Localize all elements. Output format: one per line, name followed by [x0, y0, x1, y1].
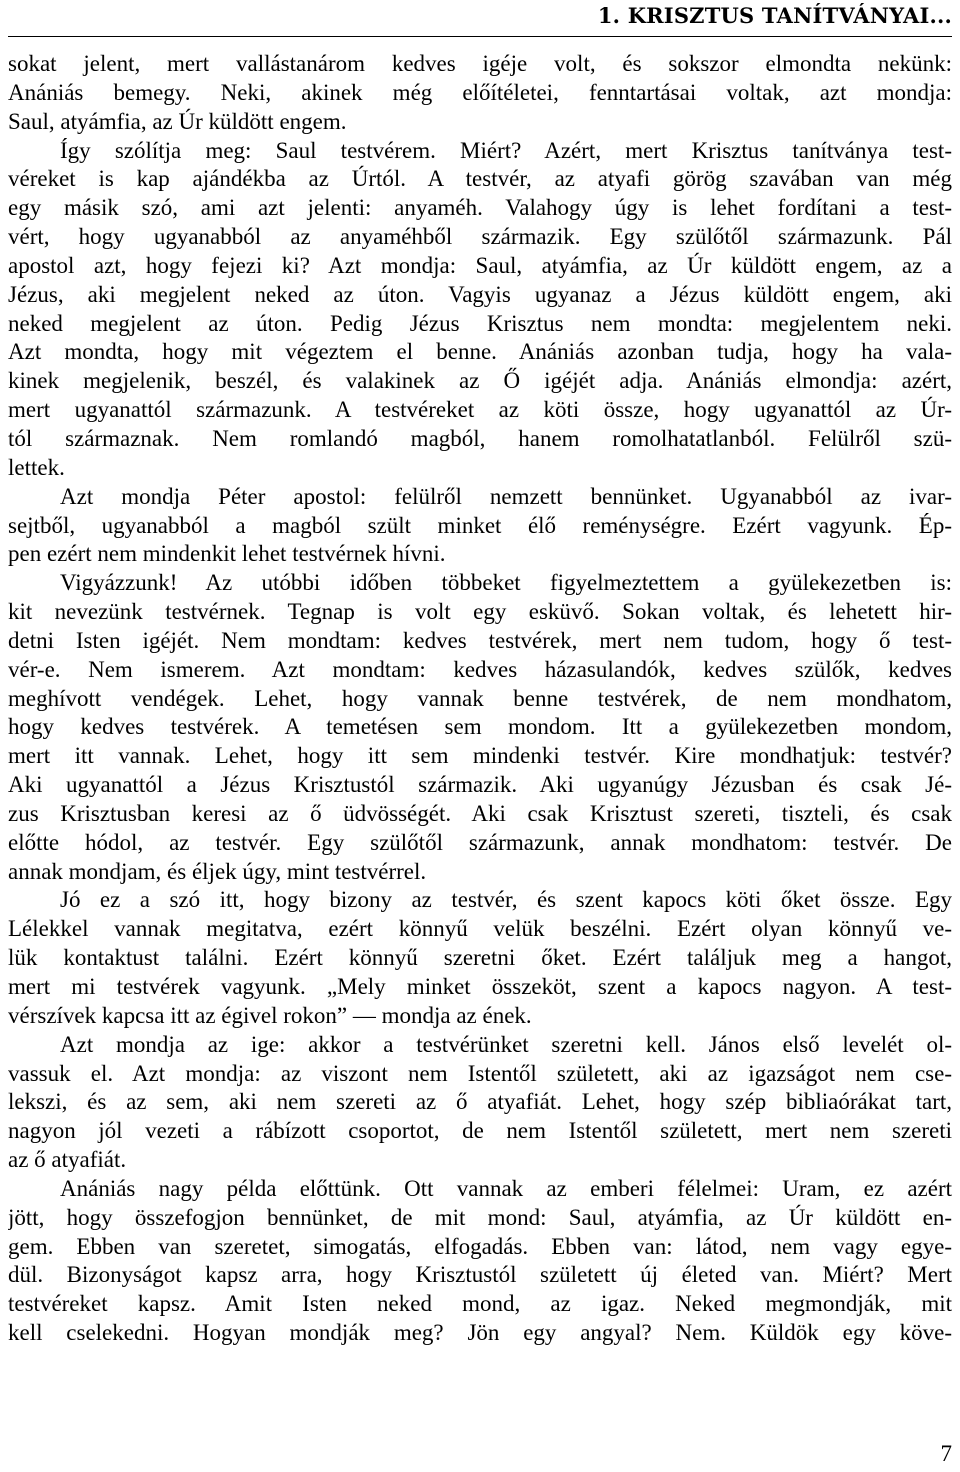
paragraph — [8, 886, 952, 1030]
text-line: Jó ez a szó itt, hogy bizony az testvér, és szent kapocs köti őket össze. Egy — [60, 887, 952, 913]
text-line: sokat jelent, mert vallástanárom kedves igéje volt, és sokszor elmondta nekünk: — [8, 51, 952, 76]
text-line: Anániás nagy példa előttünk. Ott vannak az emberi félelmei: Uram, ez azért — [60, 1175, 952, 1201]
text-line: vassuk el. Azt mondja: az viszont nem Istentől született, aki az igazságot nem cse- — [8, 1060, 952, 1086]
text-line: mert ugyanattól származunk. A testvéreket az köti össze, hogy ugyanattól az Úr- — [8, 397, 952, 423]
text-line: zus Krisztusban keresi az ő üdvösségét. Aki csak Krisztust szereti, tiszteli, és csak — [8, 800, 952, 826]
text-line: az ő atyafiát. — [8, 1147, 127, 1173]
text-line: kell cselekedni. Hogyan mondják meg? Jön egy angyal? Nem. Küldök egy köve- — [8, 1320, 952, 1346]
text-line: mert mi testvérek vagyunk. „Mely minket összeköt, szent a kapocs nagyon. A test- — [8, 974, 952, 999]
text-line: egy másik szó, ami azt jelenti: anyaméh. Valahogy úgy is lehet fordítani a test- — [8, 195, 952, 221]
text-line: kit nevezünk testvérnek. Tegnap is volt egy esküvő. Sokan voltak, és lehetett hir- — [8, 599, 952, 625]
text-line: testvéreket kapsz. Amit Isten neked mond, az igaz. Neked megmondják, mit — [8, 1291, 952, 1317]
text-line: annak mondjam, és éljek úgy, mint testvérrel. — [8, 858, 427, 884]
text-line: detni Isten igéjét. Nem mondtam: kedves testvérek, mert nem tudom, hogy ő test- — [8, 627, 952, 653]
paragraph — [8, 569, 952, 886]
text-line: Saul, atyámfia, az Úr küldött engem. — [8, 108, 347, 134]
text-line: Azt mondta, hogy mit végeztem el benne. Anániás azonban tudja, hogy ha vala- — [8, 339, 952, 365]
text-line: pen ezért nem mindenkit lehet testvérnek hívni. — [8, 541, 446, 567]
paragraph — [8, 137, 952, 483]
body-text — [8, 50, 952, 1348]
text-line: tól származnak. Nem romlandó magból, hanem romolhatatlanból. Felülről szü- — [8, 425, 952, 451]
text-line: Azt mondja az ige: akkor a testvérünket szeretni kell. János első levelét ol- — [60, 1031, 952, 1057]
paragraph — [8, 50, 952, 137]
text-line: jött, hogy összefogjon bennünket, de mit mond: Saul, atyámfia, az Úr küldött en- — [8, 1204, 952, 1230]
text-line: Jézus, aki megjelent neked az úton. Vagyis ugyanaz a Jézus küldött engem, aki — [8, 281, 952, 307]
text-line: nagyon jól vezeti a rábízott csoportot, de nem Istentől született, mert nem szereti — [8, 1118, 952, 1144]
text-line: Aki ugyanattól a Jézus Krisztustól származik. Aki ugyanúgy Jézusban és csak Jé- — [8, 772, 952, 798]
text-line: véreket is kap ajándékba az Úrtól. A testvér, az atyafi görög szavában van még — [8, 166, 952, 192]
text-line: gem. Ebben van szeretet, simogatás, elfogadás. Ebben van: látod, nem vagy egye- — [8, 1233, 952, 1259]
text-line: apostol azt, hogy fejezi ki? Azt mondja: Saul, atyámfia, az Úr küldött engem, az a — [8, 252, 952, 278]
text-line: Így szólítja meg: Saul testvérem. Miért? Azért, mert Krisztus tanítványa test- — [60, 137, 952, 163]
paragraph — [8, 1175, 952, 1348]
running-header-title: 1. KRISZTUS TANÍTVÁNYAI... — [597, 3, 952, 28]
text-line: vért, hogy ugyanabból az anyaméhből származik. Egy szülőtől származunk. Pál — [8, 224, 952, 250]
text-line: neked megjelent az úton. Pedig Jézus Krisztus nem mondta: megjelentem neki. — [8, 310, 952, 336]
paragraph — [8, 1031, 952, 1175]
text-line: hogy kedves testvérek. A temetésen sem mondom. Itt a gyülekezetben mondom, — [8, 714, 952, 740]
page-number: 7 — [940, 1441, 952, 1466]
text-line: mert itt vannak. Lehet, hogy itt sem mindenki testvér. Kire mondhatjuk: testvér? — [8, 743, 952, 769]
text-line: Vigyázzunk! Az utóbbi időben többeket figyelmeztettem a gyülekezetben is: — [60, 570, 952, 596]
paragraph — [8, 483, 952, 570]
text-line: Anániás bemegy. Neki, akinek még előítéletei, fenntartásai voltak, azt mondja: — [8, 79, 952, 105]
text-line: vér-e. Nem ismerem. Azt mondtam: kedves házasulandók, kedves szülők, kedves — [8, 656, 952, 682]
header-rule — [8, 36, 952, 37]
text-line: kinek megjelenik, beszél, és valakinek az Ő igéjét adja. Anániás elmondja: azért, — [8, 368, 952, 394]
text-line: lük kontaktust találni. Ezért könnyű szeretni őket. Ezért találjuk meg a hangot, — [8, 945, 952, 971]
text-line: Azt mondja Péter apostol: felülről nemzett bennünket. Ugyanabból az ivar- — [60, 483, 952, 509]
text-line: előtte hódol, az testvér. Egy szülőtől származunk, annak mondhatom: testvér. De — [8, 829, 952, 855]
text-line: Lélekkel vannak megitatva, ezért könnyű velük beszélni. Ezért olyan könnyű ve- — [8, 916, 952, 942]
text-line: dül. Bizonyságot kapsz arra, hogy Krisztustól született új életed van. Miért? Mert — [8, 1262, 952, 1288]
text-line: lettek. — [8, 454, 65, 480]
document-page — [8, 0, 952, 1472]
text-line: sejtből, ugyanabból a magból szült minket élő reménységre. Ezért vagyunk. Ép- — [8, 512, 952, 538]
text-line: meghívott vendégek. Lehet, hogy vannak benne testvérek, de nem mondhatom, — [8, 685, 952, 711]
text-line: vérszívek kapcsa itt az égivel rokon” — mondja az ének. — [8, 1002, 532, 1028]
text-line: lekszi, és az sem, aki nem szereti az ő atyafiát. Lehet, hogy szép bibliaórákat tart, — [8, 1089, 952, 1115]
